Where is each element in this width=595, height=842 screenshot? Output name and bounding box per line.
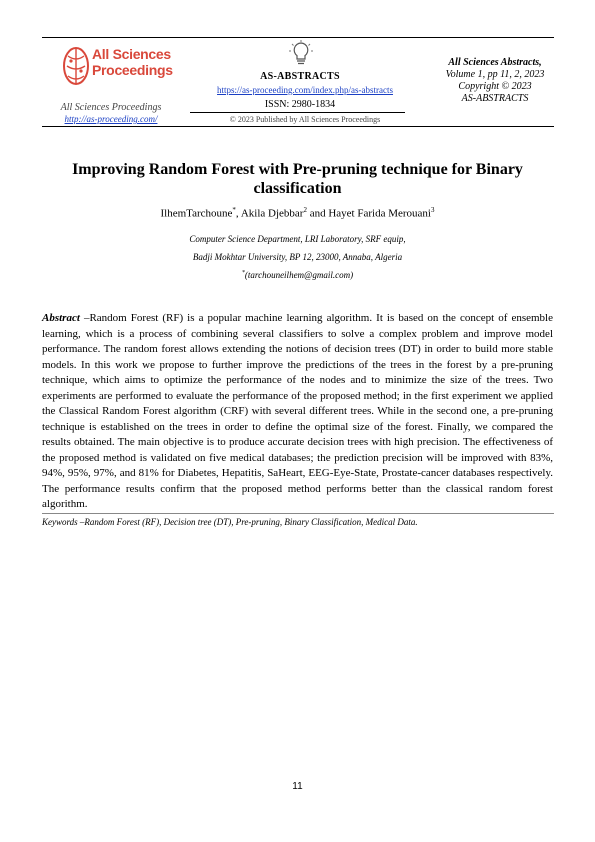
publisher-logo bbox=[62, 40, 173, 98]
logo-line-2: Proceedings bbox=[92, 62, 173, 78]
issn: ISSN: 2980-1834 bbox=[264, 99, 336, 110]
page-number: 11 bbox=[292, 781, 303, 792]
keywords-rule bbox=[42, 513, 554, 514]
title-line-1: Improving Random Forest with Pre-pruning technique for Binary bbox=[72, 161, 523, 178]
author-list bbox=[40, 206, 555, 220]
corresponding-email bbox=[40, 270, 555, 280]
email-mark: * bbox=[241, 270, 245, 276]
lightbulb-icon bbox=[289, 40, 313, 68]
journal-title: AS-ABSTRACTS bbox=[260, 71, 340, 82]
author-2: Akila Djebbar bbox=[240, 207, 304, 220]
affiliation-line-1: Computer Science Department, LRI Laboratory, SRF equip, bbox=[189, 234, 406, 244]
citation-volume: Volume 1, pp 11, 2, 2023 bbox=[445, 69, 545, 80]
author-separator: , bbox=[235, 207, 241, 220]
email-address: (tarchouneilhem@gmail.com) bbox=[244, 270, 354, 280]
citation-journal: All Sciences Abstracts, bbox=[448, 57, 542, 68]
journal-rule bbox=[190, 112, 405, 113]
journal-link[interactable]: https://as-proceeding.com/index.php/as-abstracts bbox=[217, 85, 393, 95]
author-3-mark: 3 bbox=[430, 206, 435, 214]
logo-line-1: All Sciences bbox=[92, 46, 171, 62]
citation-copyright: Copyright © 2023 bbox=[458, 81, 532, 92]
header-bottom-rule bbox=[42, 126, 554, 127]
author-2-mark: 2 bbox=[303, 206, 307, 214]
header-top-rule bbox=[42, 37, 554, 38]
publisher-name: All Sciences Proceedings bbox=[60, 102, 162, 113]
author-separator: and bbox=[306, 207, 329, 220]
paper-title bbox=[40, 160, 555, 198]
citation-block bbox=[425, 57, 565, 105]
published-note: © 2023 Published by All Sciences Proceedings bbox=[229, 115, 381, 124]
title-line-2: classification bbox=[253, 180, 342, 197]
author-1: IlhemTarchoune bbox=[160, 207, 233, 220]
keywords: Keywords –Random Forest (RF), Decision tree (DT), Pre-pruning, Binary Classification, Medical Data. bbox=[42, 517, 418, 527]
affiliation-line-2: Badji Mokhtar University, BP 12, 23000, Annaba, Algeria bbox=[192, 252, 403, 262]
brain-icon bbox=[62, 44, 92, 94]
abstract-label: Abstract bbox=[42, 312, 80, 324]
citation-owner: AS-ABSTRACTS bbox=[461, 93, 529, 104]
publisher-link[interactable]: http://as-proceeding.com/ bbox=[64, 114, 158, 124]
author-3: Hayet Farida Merouani bbox=[328, 207, 431, 220]
author-1-mark: * bbox=[232, 206, 236, 214]
abstract bbox=[42, 311, 553, 513]
abstract-text: –Random Forest (RF) is a popular machine learning algorithm. It is based on the concept of ensemble learning, which is a process of combining several classifiers to solve a complex problem and improve model performance. The random forest allows extending the notions of decision trees (DT) in order to build more stable models. In this work we propose to further improve the predictions of the trees in the forest by a pre-pruning technique, which aims to optimize the performance of the nodes and to minimize the size of the trees. Two experiments are performed to evaluate the performance of the proposed method; in the first experiment we applied the Classical Random Forest algorithm (CRF) with several different trees. While in the second one, a pre-pruning technique is established on the trees in order to define the optimal size of the forest. Finally, we compared the results obtained. The main objective is to produce accurate decision trees with high precision. The effectiveness of the proposed method is validated on five medical databases; the prediction precision will be improved with 83%, 94%, 95%, 97%, and 81% for Diabetes, Hepatitis, SaHeart, EEG-Eye-State, Prostate-cancer databases respectively. The performance results confirm that the proposed method performs better than the classical random forest algorithm. bbox=[42, 312, 553, 510]
